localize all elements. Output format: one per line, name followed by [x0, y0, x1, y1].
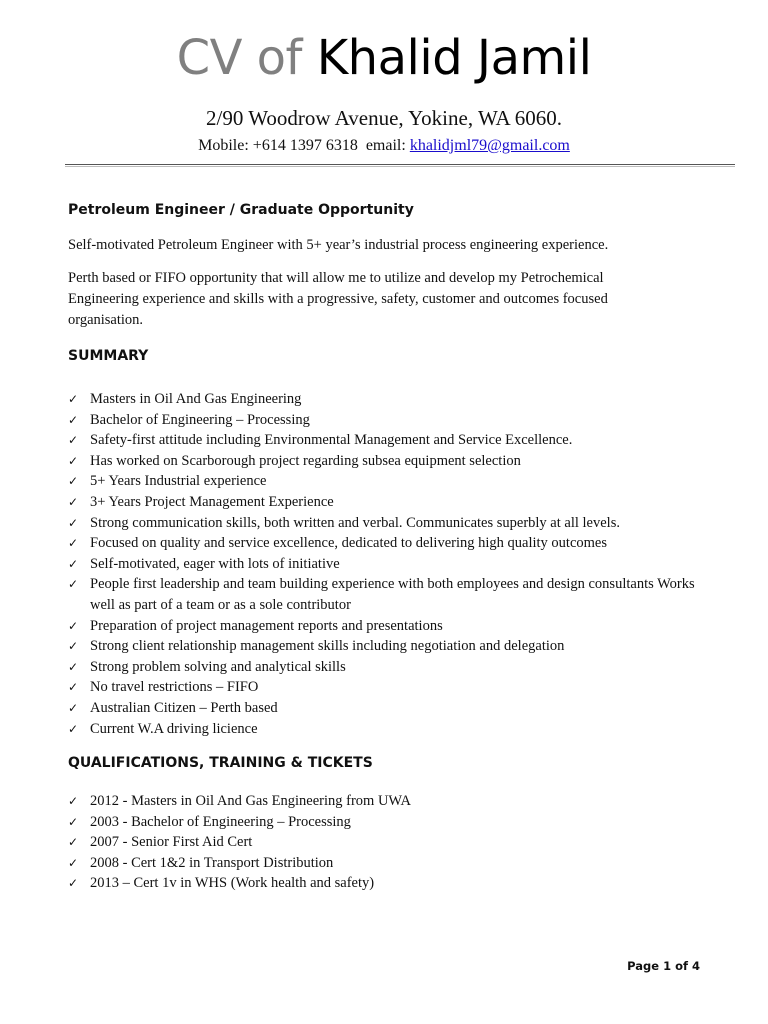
title-prefix: CV of: [176, 30, 302, 86]
mobile-number: +614 1397 6318: [252, 137, 358, 154]
list-item-text: 2007 - Senior First Aid Cert: [90, 834, 253, 851]
list-item: [68, 574, 708, 615]
list-item-text: Self-motivated, eager with lots of initiative: [90, 555, 340, 572]
contact-line: [0, 134, 768, 158]
list-item-text: Has worked on Scarborough project regarding subsea equipment selection: [90, 452, 521, 469]
checkmark-icon: ✓: [68, 412, 79, 427]
list-item: [68, 451, 708, 472]
mobile-label: Mobile:: [198, 137, 249, 154]
list-item: [68, 554, 708, 575]
list-item: [68, 533, 708, 554]
checkmark-icon: ✓: [68, 700, 79, 715]
list-item: [68, 791, 708, 812]
list-item: [68, 616, 708, 637]
list-item-text: Masters in Oil And Gas Engineering: [90, 391, 302, 407]
list-item-text: People first leadership and team building experience with both employees and design consultants Works well as part of a team or as a sole contributor: [90, 576, 695, 613]
checkmark-icon: ✓: [68, 794, 79, 808]
checkmark-icon: ✓: [68, 855, 79, 870]
summary-heading: SUMMARY: [68, 348, 149, 364]
qualifications-list: [68, 791, 708, 894]
page-number: Page 1 of 4: [627, 959, 700, 973]
email-label: email:: [365, 137, 406, 154]
list-item-text: Australian Citizen – Perth based: [90, 699, 278, 716]
checkmark-icon: ✓: [68, 721, 79, 736]
checkmark-icon: ✓: [68, 515, 79, 530]
list-item: [68, 430, 708, 451]
list-item-text: 2012 - Masters in Oil And Gas Engineering from UWA: [90, 793, 411, 809]
list-item: [68, 389, 708, 410]
objective-heading: Petroleum Engineer / Graduate Opportunity: [68, 202, 414, 218]
list-item-text: 3+ Years Project Management Experience: [90, 493, 334, 510]
list-item-text: Bachelor of Engineering – Processing: [90, 411, 310, 428]
objective-paragraph-2: Perth based or FIFO opportunity that will allow me to utilize and develop my Petrochemical Engineering experience and skills with a progressive, safety, customer and outcomes focused organisation.: [68, 270, 608, 328]
list-item-text: No travel restrictions – FIFO: [90, 679, 259, 696]
list-item: [68, 873, 708, 894]
checkmark-icon: ✓: [68, 814, 79, 829]
checkmark-icon: ✓: [68, 876, 79, 891]
list-item: [68, 853, 708, 874]
list-item-text: 2013 – Cert 1v in WHS (Work health and safety): [90, 875, 375, 892]
list-item: [68, 410, 708, 431]
list-item-text: Safety-first attitude including Environmental Management and Service Excellence.: [90, 432, 573, 449]
checkmark-icon: ✓: [68, 680, 79, 695]
list-item-text: Focused on quality and service excellence, dedicated to delivering high quality outcomes: [90, 535, 608, 552]
list-item: [68, 677, 708, 698]
list-item-text: Strong communication skills, both written and verbal. Communicates superbly at all levels.: [90, 514, 620, 531]
checkmark-icon: ✓: [68, 474, 79, 489]
list-item: [68, 832, 708, 853]
list-item-text: Strong problem solving and analytical skills: [90, 658, 346, 675]
list-item: [68, 719, 708, 740]
checkmark-icon: ✓: [68, 453, 79, 468]
checkmark-icon: ✓: [68, 577, 79, 592]
list-item: [68, 492, 708, 513]
checkmark-icon: ✓: [68, 556, 79, 571]
list-item-text: 2003 - Bachelor of Engineering – Processing: [90, 813, 351, 830]
checkmark-icon: ✓: [68, 433, 79, 448]
header-divider: [65, 164, 735, 167]
list-item-text: Preparation of project management reports and presentations: [90, 617, 443, 634]
list-item: [68, 636, 708, 657]
checkmark-icon: ✓: [68, 618, 79, 633]
checkmark-icon: ✓: [68, 639, 79, 654]
list-item: [68, 471, 708, 492]
address-line: 2/90 Woodrow Avenue, Yokine, WA 6060.: [206, 106, 562, 130]
list-item-text: 5+ Years Industrial experience: [90, 473, 267, 490]
title-name: Khalid Jamil: [316, 30, 592, 86]
checkmark-icon: ✓: [68, 659, 79, 674]
email-link[interactable]: khalidjml79@gmail.com: [409, 137, 570, 154]
document-title: [0, 28, 768, 88]
list-item: [68, 698, 708, 719]
checkmark-icon: ✓: [68, 835, 79, 850]
checkmark-icon: ✓: [68, 536, 79, 551]
list-item-text: 2008 - Cert 1&2 in Transport Distribution: [90, 854, 334, 871]
qualifications-heading: QUALIFICATIONS, TRAINING & TICKETS: [68, 755, 373, 771]
summary-list: [68, 389, 708, 739]
objective-paragraph-1: Self-motivated Petroleum Engineer with 5+ year’s industrial process engineering experience.: [68, 237, 609, 253]
checkmark-icon: ✓: [68, 392, 79, 406]
list-item: [68, 812, 708, 833]
list-item: [68, 657, 708, 678]
list-item-text: Strong client relationship management skills including negotiation and delegation: [90, 638, 565, 655]
list-item-text: Current W.A driving licience: [90, 720, 258, 737]
list-item: [68, 513, 708, 534]
checkmark-icon: ✓: [68, 494, 79, 509]
